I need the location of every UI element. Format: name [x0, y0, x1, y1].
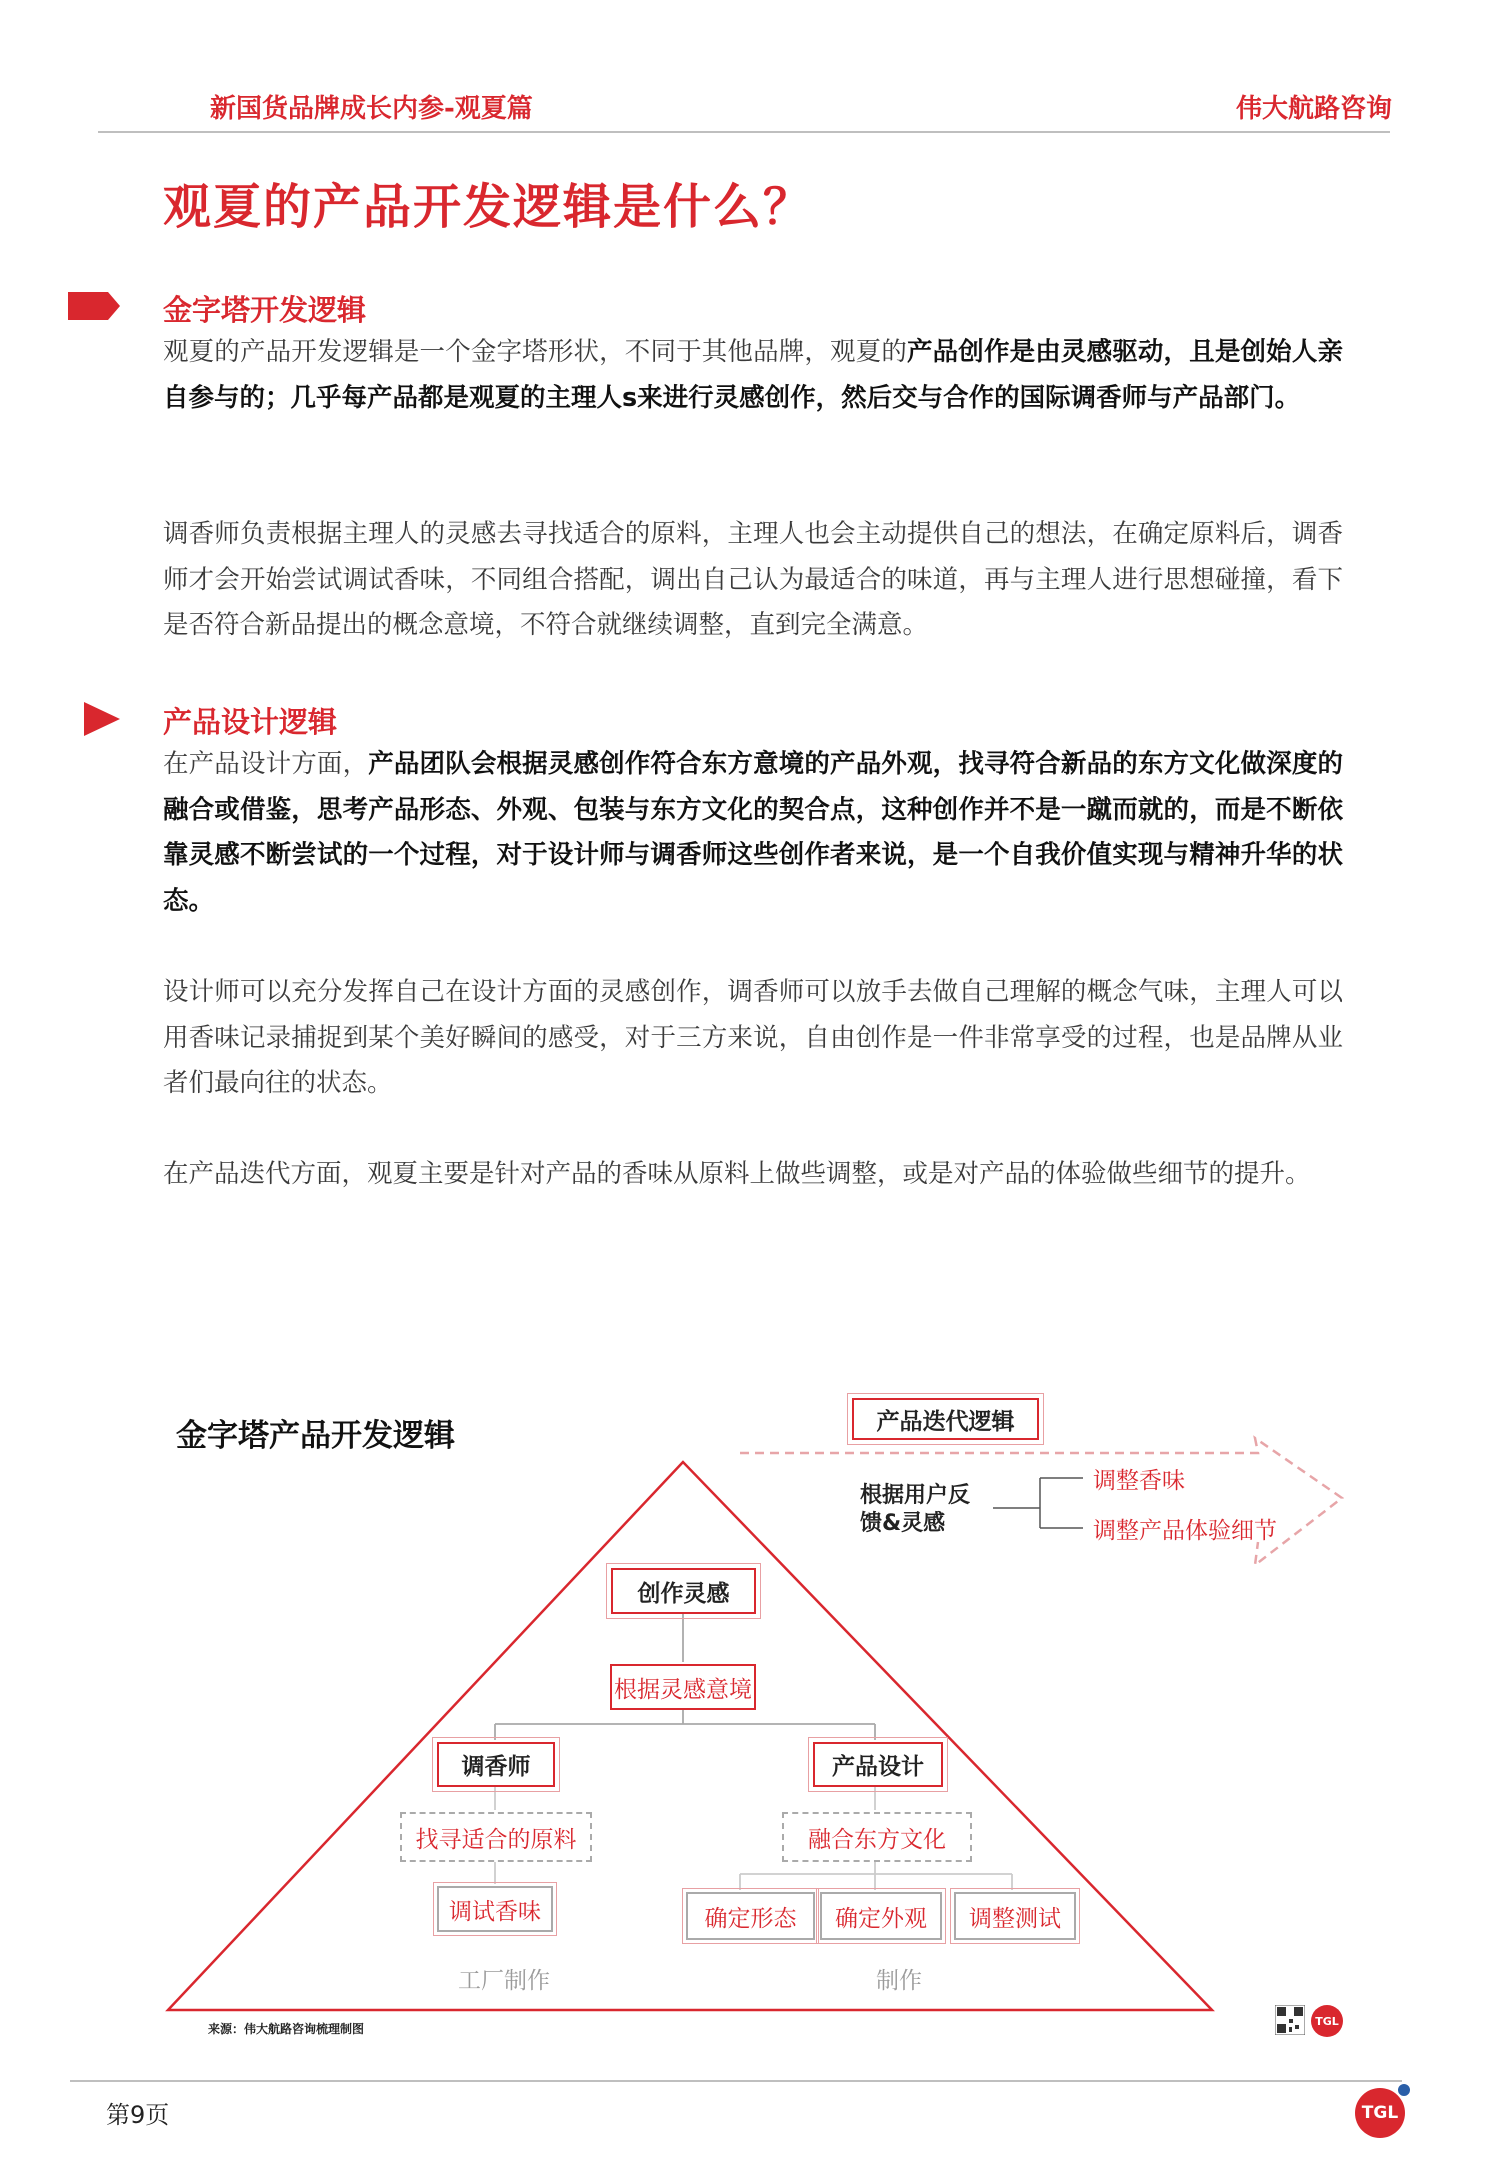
inspiration-mood-box: 根据灵感意境 — [610, 1664, 756, 1710]
define-appearance-box: 确定外观 — [820, 1892, 942, 1940]
iteration-logic-box: 产品迭代逻辑 — [852, 1398, 1039, 1440]
footer-divider — [70, 2080, 1402, 2082]
paragraph-bold-text: 产品团队会根据灵感创作符合东方意境的产品外观，找寻符合新品的东方文化做深度的融合或借鉴，思考产品形态、外观、包装与东方文化的契合点，这种创作并不是一蹴而就的，而是不断依靠灵感不断尝试的一个过程，对于设计师与调香师这些创作者来说，是一个自我价值实现与精神升华的状态。 — [163, 749, 1343, 916]
paragraph-text: 在产品设计方面， — [163, 749, 369, 779]
paragraph-text: 观夏的产品开发逻辑是一个金字塔形状，不同于其他品牌，观夏的 — [163, 337, 907, 367]
define-form-box: 确定形态 — [686, 1892, 815, 1940]
iteration-item-experience: 调整产品体验细节 — [1093, 1518, 1277, 1544]
adjust-test-box: 调整测试 — [954, 1892, 1076, 1940]
section-design-paragraph-2: 设计师可以充分发挥自己在设计方面的灵感创作，调香师可以放手去做自己理解的概念气味，主理人可以用香味记录捕捉到某个美好瞬间的感受，对于三方来说，自由创作是一件非常享受的过程，也是品牌从业者们最向往的状态。 — [163, 977, 1343, 1098]
header-right-brand: 伟大航路咨询 — [1235, 94, 1392, 124]
paragraph-bold-text: 产品创作是由灵感驱动，且是创始人亲自参与的；几乎每产品都是观夏的主理人s来进行灵感创作，然后交与合作的国际调香师与产品部门。 — [163, 337, 1343, 413]
creative-inspiration-box: 创作灵感 — [611, 1568, 756, 1614]
section-design-paragraph-3: 在产品迭代方面，观夏主要是针对产品的香味从原料上做些调整，或是对产品的体验做些细节的提升。 — [163, 1159, 1311, 1189]
iteration-item-aroma: 调整香味 — [1093, 1468, 1185, 1494]
find-material-box: 找寻适合的原料 — [400, 1812, 592, 1862]
test-aroma-box: 调试香味 — [437, 1886, 553, 1932]
section-title-pyramid: 金字塔开发逻辑 — [163, 293, 367, 327]
diagram-source-note: 来源：伟大航路咨询梳理制图 — [208, 2022, 365, 2036]
production-label: 制作 — [876, 1968, 922, 1994]
fuse-oriental-culture-box: 融合东方文化 — [782, 1812, 972, 1862]
section-pyramid-paragraph-2: 调香师负责根据主理人的灵感去寻找适合的原料，主理人也会主动提供自己的想法，在确定原料后，调香师才会开始尝试调试香味，不同组合搭配，调出自己认为最适合的味道，再与主理人进行思想碰撞，看下是否符合新品提出的概念意境，不符合就继续调整，直到完全满意。 — [163, 519, 1343, 640]
page-title: 观夏的产品开发逻辑是什么？ — [163, 179, 814, 235]
tgl-footer-logo: TGL — [1355, 2088, 1405, 2138]
tgl-small-logo: TGL — [1311, 2005, 1343, 2037]
diagram-title: 金字塔产品开发逻辑 — [176, 1418, 455, 1454]
logo-dot-icon — [1396, 2082, 1412, 2098]
perfumer-box: 调香师 — [437, 1742, 555, 1787]
factory-production-label: 工厂制作 — [458, 1968, 550, 1994]
section-title-design: 产品设计逻辑 — [163, 705, 338, 739]
product-design-box: 产品设计 — [813, 1742, 943, 1787]
header-left-title: 新国货品牌成长内参-观夏篇 — [210, 94, 533, 124]
iteration-source-label: 根据用户反馈&灵感 — [860, 1483, 971, 1536]
page-number: 第9页 — [106, 2101, 170, 2129]
qr-code-icon — [1275, 2005, 1305, 2035]
